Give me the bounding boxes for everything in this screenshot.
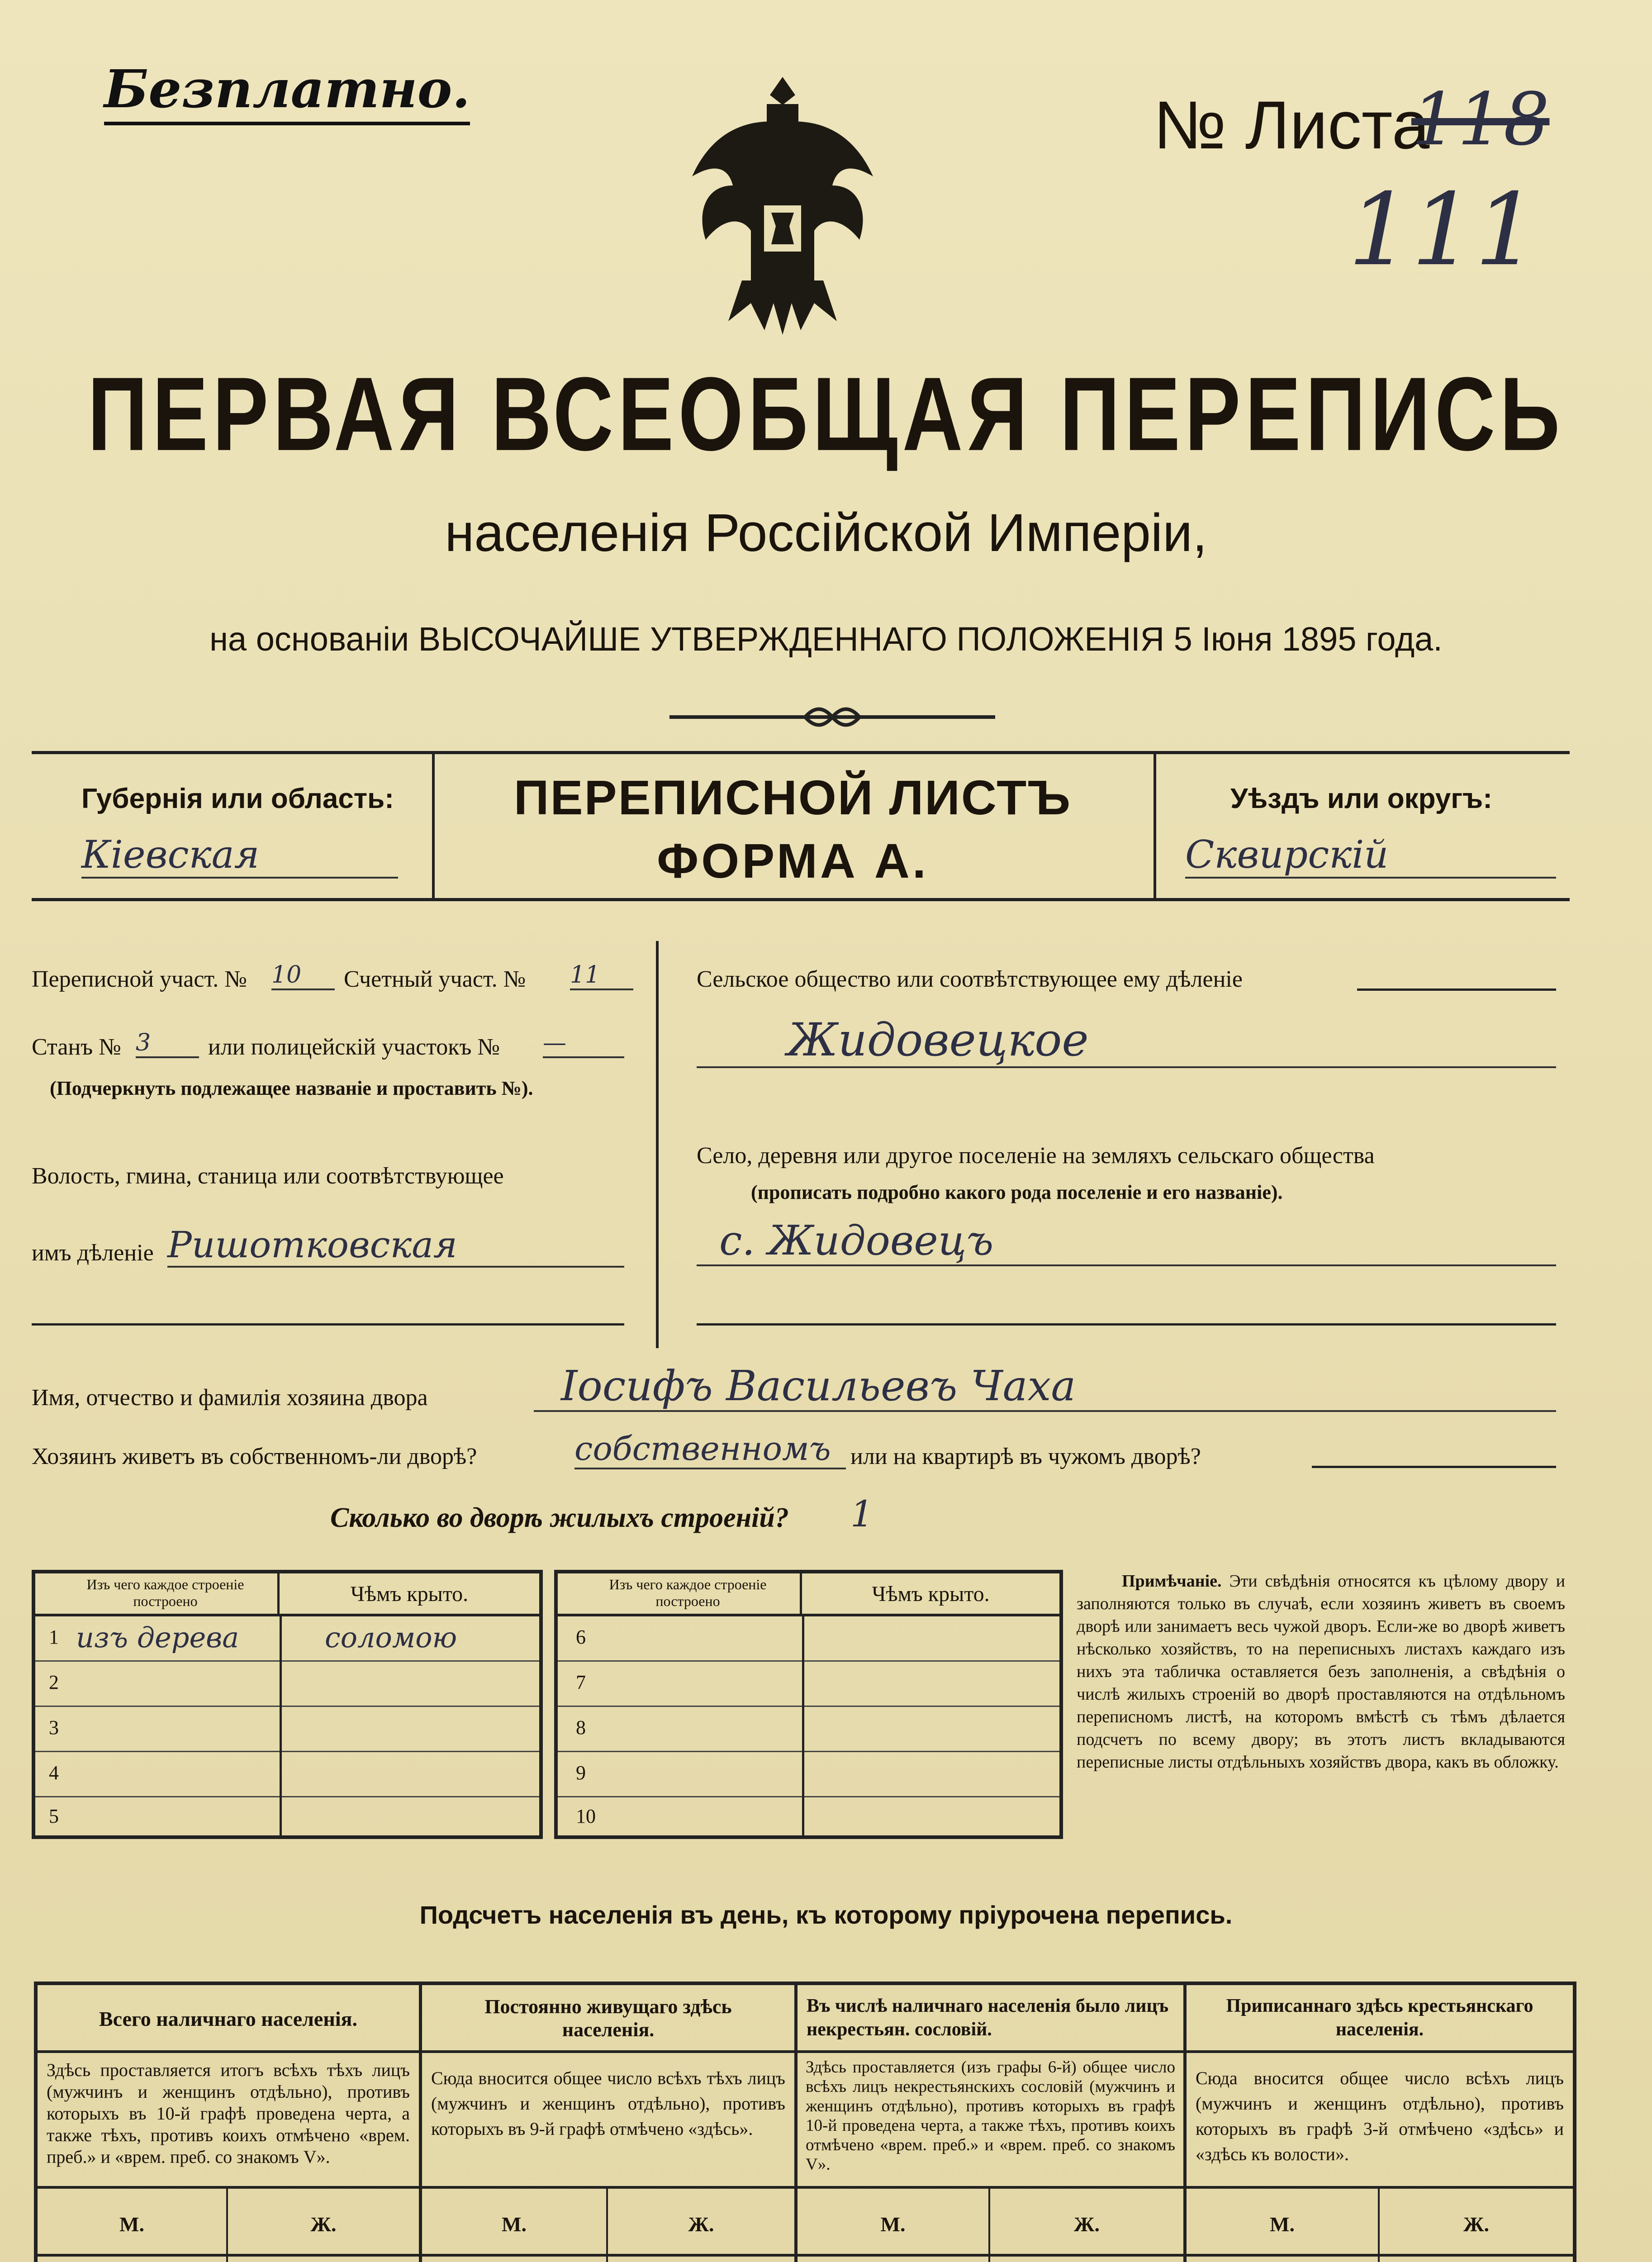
summary-col-non-peasant bbox=[798, 1985, 1187, 2262]
row-number: 5 bbox=[49, 1805, 59, 1827]
female-label: Ж. bbox=[608, 2189, 794, 2257]
summary-desc: Сюда вносится общее число всѣхъ лицъ (мужчинъ и женщинъ отдѣльно), противъ которыхъ въ графѣ 3-й отмѣчено «здѣсь» и «здѣсь къ волости». bbox=[1187, 2053, 1573, 2189]
volost-label: Волость, гмина, станица или соотвѣтствующее bbox=[32, 1163, 504, 1189]
male-label: М. bbox=[1187, 2189, 1380, 2257]
summary-col-registered-peasant bbox=[1187, 1985, 1573, 2262]
male-count bbox=[422, 2257, 608, 2262]
male-label: М. bbox=[38, 2189, 228, 2257]
summary-desc: Здѣсь проставляется итогъ всѣхъ тѣхъ лицъ (мужчинъ и женщинъ отдѣльно), противъ которыхъ въ 10-й графѣ проведена черта, а также тѣхъ, противъ коихъ отмѣчено «врем. преб.» и «врем. преб. со знакомъ V». bbox=[38, 2053, 419, 2189]
gubernia-label: Губернія или область: bbox=[81, 783, 394, 814]
row-number: 3 bbox=[49, 1716, 59, 1739]
table-row bbox=[558, 1662, 1059, 1707]
table-row bbox=[558, 1616, 1059, 1662]
society-label: Сельское общество или соотвѣтствующее ему дѣленіе bbox=[697, 966, 1243, 992]
row-number: 1 bbox=[49, 1626, 59, 1648]
uezd-label: Уѣздъ или округъ: bbox=[1230, 783, 1492, 814]
volost-value: Ришотковская bbox=[167, 1224, 624, 1268]
owner-name-label: Имя, отчество и фамилія хозяина двора bbox=[32, 1385, 428, 1411]
buildings-count-value: 1 bbox=[850, 1493, 873, 1535]
table-row bbox=[558, 1797, 1059, 1835]
buildings-col-roof: Чѣмъ крыто. bbox=[280, 1573, 539, 1616]
count-area-label: Счетный участ. № bbox=[344, 966, 526, 992]
form-header-topline bbox=[32, 751, 1570, 754]
female-count bbox=[1380, 2257, 1573, 2262]
table-row bbox=[35, 1707, 539, 1752]
female-count bbox=[228, 2257, 419, 2262]
note-lead: Примѣчаніе. bbox=[1122, 1572, 1222, 1591]
buildings-table-right bbox=[554, 1570, 1063, 1839]
male-count bbox=[798, 2257, 990, 2262]
census-area-value: 10 bbox=[271, 961, 335, 990]
table-row bbox=[558, 1707, 1059, 1752]
row-number: 6 bbox=[576, 1626, 586, 1648]
sheet-number-label: № Листа bbox=[1154, 87, 1430, 163]
village-value: с. Жидовецъ bbox=[697, 1217, 1556, 1266]
summary-header: Всего наличнаго населенія. bbox=[38, 1985, 419, 2053]
census-area-label: Переписной участ. № bbox=[32, 966, 247, 992]
stan-hint: (Подчеркнуть подлежащее названіе и проставить №). bbox=[50, 1077, 533, 1099]
village-extra-line bbox=[697, 1323, 1556, 1326]
row-number: 4 bbox=[49, 1762, 59, 1784]
location-fields-divider bbox=[656, 941, 659, 1348]
table-row bbox=[35, 1797, 539, 1835]
society-value: Жидовецкое bbox=[697, 1013, 1556, 1068]
sheet-number-value: 111 bbox=[1348, 172, 1538, 288]
owner-residence-alt-line bbox=[1312, 1466, 1556, 1468]
row-number: 10 bbox=[576, 1805, 596, 1827]
female-label: Ж. bbox=[228, 2189, 419, 2257]
sheet-number-struck: 118 bbox=[1411, 77, 1550, 162]
summary-header: Постоянно живущаго здѣсь населенія. bbox=[422, 1985, 794, 2053]
uezd-value: Сквирскій bbox=[1185, 832, 1556, 879]
female-label: Ж. bbox=[1380, 2189, 1573, 2257]
buildings-note bbox=[1077, 1570, 1565, 1773]
page-subtitle: населенія Россійской Имперіи, bbox=[445, 503, 1207, 563]
summary-desc: Сюда вносится общее число всѣхъ тѣхъ лицъ (мужчинъ и женщинъ отдѣльно), противъ которыхъ въ 9-й графѣ отмѣчено «здѣсь». bbox=[422, 2053, 794, 2189]
summary-title: Подсчетъ населенія въ день, къ которому пріурочена перепись. bbox=[419, 1901, 1233, 1929]
volost-label-continued: имъ дѣленіе bbox=[32, 1240, 154, 1266]
table-row bbox=[558, 1752, 1059, 1797]
summary-col-permanent bbox=[422, 1985, 798, 2262]
buildings-table-left bbox=[32, 1570, 543, 1839]
male-count bbox=[38, 2257, 228, 2262]
stan-value: 3 bbox=[136, 1029, 199, 1058]
male-label: М. bbox=[798, 2189, 990, 2257]
society-label-line bbox=[1357, 988, 1556, 991]
form-title: ПЕРЕПИСНОЙ ЛИСТЪ bbox=[513, 770, 1072, 825]
form-subtitle: ФОРМА А. bbox=[657, 833, 929, 888]
row-roof: соломою bbox=[325, 1621, 457, 1654]
police-area-value: — bbox=[543, 1029, 624, 1058]
page-title: ПЕРВАЯ ВСЕОБЩАЯ ПЕРЕПИСЬ bbox=[87, 356, 1565, 473]
ornament-divider bbox=[669, 701, 995, 733]
summary-desc: Здѣсь проставляется (изъ графы 6-й) общее число всѣхъ лицъ некрестьянскихъ сословій (мужчинъ и женщинъ отдѣльно), противъ которыхъ въ графѣ 10-й проведена черта, а также тѣхъ, противъ коихъ отмѣчено «врем. преб.» и «врем. преб. со знакомъ V». bbox=[798, 2053, 1183, 2189]
count-area-value: 11 bbox=[570, 961, 633, 990]
table-row bbox=[35, 1662, 539, 1707]
row-material: изъ дерева bbox=[76, 1621, 239, 1654]
buildings-col-roof: Чѣмъ крыто. bbox=[802, 1573, 1059, 1616]
double-headed-eagle-emblem bbox=[674, 68, 891, 339]
male-count bbox=[1187, 2257, 1380, 2262]
owner-residence-value: собственномъ bbox=[574, 1430, 846, 1469]
column-divider bbox=[802, 1616, 804, 1835]
form-header-divider-right bbox=[1154, 751, 1156, 900]
female-count bbox=[608, 2257, 794, 2262]
table-row bbox=[35, 1752, 539, 1797]
female-label: Ж. bbox=[990, 2189, 1183, 2257]
free-stamp: Безплатно. bbox=[104, 59, 470, 125]
row-number: 7 bbox=[576, 1671, 586, 1693]
summary-header: Приписаннаго здѣсь крестьянскаго населенія. bbox=[1187, 1985, 1573, 2053]
row-number: 8 bbox=[576, 1716, 586, 1739]
buildings-count-label: Сколько во дворѣ жилыхъ строеній? bbox=[330, 1502, 789, 1533]
village-label: Село, деревня или другое поселеніе на земляхъ сельскаго общества bbox=[697, 1143, 1375, 1169]
summary-col-total bbox=[38, 1985, 422, 2262]
buildings-col-material: Изъ чего каждое строеніе построено bbox=[35, 1573, 280, 1616]
row-number: 9 bbox=[576, 1762, 586, 1784]
note-text: Эти свѣдѣнія относятся къ цѣлому двору и заполняются только въ случаѣ, если хозяинъ живетъ въ своемъ дворѣ или занимаетъ весь чужой дворъ. Если-же во дворѣ живетъ нѣсколько хозяйствъ, то на переписныхъ листахъ каждаго изъ нихъ эта табличка оставляется безъ заполненія, а свѣдѣнія о числѣ жилыхъ строеній во дворѣ проставляются на отдѣльномъ переписномъ листѣ, на которомъ вмѣстѣ съ тѣмъ дѣлается подсчетъ по всему двору; въ этотъ листъ вкладываются переписные листы отдѣльныхъ хозяйствъ двора, какъ въ обложку. bbox=[1077, 1572, 1565, 1772]
stan-label: Станъ № bbox=[32, 1034, 121, 1060]
legal-basis: на основаніи ВЫСОЧАЙШЕ УТВЕРЖДЕННАГО ПОЛОЖЕНІЯ 5 Іюня 1895 года. bbox=[209, 620, 1443, 658]
summary-header: Въ числѣ наличнаго населенія было лицъ некрестьян. сословій. bbox=[798, 1985, 1183, 2053]
summary-table bbox=[34, 1982, 1576, 2262]
volost-extra-line bbox=[32, 1323, 624, 1326]
owner-residence-alt-label: или на квартирѣ въ чужомъ дворѣ? bbox=[850, 1444, 1201, 1469]
table-row bbox=[35, 1616, 539, 1662]
buildings-col-material: Изъ чего каждое строеніе построено bbox=[558, 1573, 802, 1616]
form-header-bottomline bbox=[32, 898, 1570, 901]
column-divider bbox=[280, 1616, 282, 1835]
gubernia-value: Кіевская bbox=[81, 832, 398, 879]
row-number: 2 bbox=[49, 1671, 59, 1693]
female-count bbox=[990, 2257, 1183, 2262]
police-area-label: или полицейскій участокъ № bbox=[208, 1034, 500, 1060]
male-label: М. bbox=[422, 2189, 608, 2257]
village-hint: (прописать подробно какого рода поселеніе и его названіе). bbox=[751, 1181, 1283, 1203]
owner-residence-label: Хозяинъ живетъ въ собственномъ-ли дворѣ? bbox=[32, 1444, 477, 1469]
owner-name-value: Іосифъ Васильевъ Чаха bbox=[534, 1362, 1556, 1412]
